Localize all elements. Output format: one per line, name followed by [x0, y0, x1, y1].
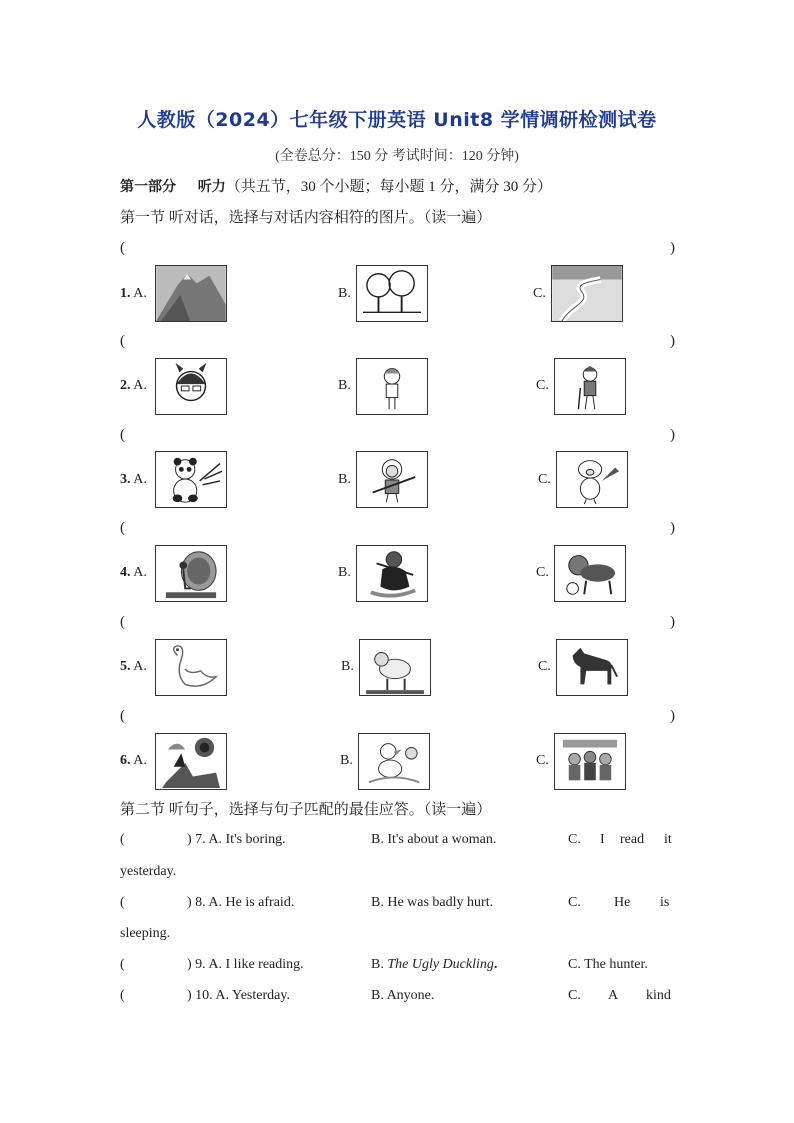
- boy-picture: [357, 359, 427, 414]
- horse-picture: [557, 640, 627, 695]
- option-image[interactable]: [155, 639, 227, 696]
- paren-right: ): [670, 614, 675, 630]
- paren-left: (: [120, 614, 125, 630]
- option-label-c: C.: [533, 286, 546, 301]
- question-number: ) 9. A. I like reading.: [187, 957, 304, 972]
- old-man-picture: [555, 359, 625, 414]
- option-image[interactable]: [554, 733, 626, 790]
- page-title: 人教版（2024）七年级下册英语 Unit8 学情调研检测试卷: [137, 109, 657, 131]
- king-clothes-picture: [555, 734, 625, 789]
- question-number: ) 10. A. Yesterday.: [187, 988, 290, 1003]
- question-number: ) 7. A. It's boring.: [187, 832, 286, 847]
- river-path-picture: [552, 266, 622, 321]
- option-label-c: C.: [536, 378, 549, 393]
- option-label-c: C.: [538, 659, 551, 674]
- fox-crow-picture: [156, 734, 226, 789]
- option-c-word: kind: [646, 988, 671, 1003]
- part1-desc: （共五节，30 个小题；每小题 1 分，满分 30 分）: [225, 179, 553, 195]
- option-c-word: it: [664, 832, 672, 847]
- option-image[interactable]: [359, 639, 431, 696]
- question-number: ) 8. A. He is afraid.: [187, 895, 295, 910]
- question-number-label: 6. A.: [120, 753, 147, 768]
- answer-paren-open[interactable]: (: [120, 832, 125, 847]
- paren-right: ): [670, 708, 675, 724]
- panda-picture: [156, 452, 226, 507]
- option-image[interactable]: [155, 358, 227, 415]
- paren-right: ): [670, 333, 675, 349]
- peacock-picture: [156, 546, 226, 601]
- page-subtitle: (全卷总分：150 分 考试时间：120 分钟): [275, 149, 519, 164]
- option-c-word: A: [608, 988, 619, 1003]
- option-c-word: C.: [568, 988, 581, 1003]
- option-image[interactable]: [358, 733, 430, 790]
- option-image[interactable]: [356, 545, 428, 602]
- option-image[interactable]: [554, 545, 626, 602]
- option-label-b: B.: [338, 565, 351, 580]
- option-image[interactable]: [155, 545, 227, 602]
- option-label-b: B.: [338, 378, 351, 393]
- option-c-word: C.: [568, 895, 581, 910]
- duckling-picture: [359, 734, 429, 789]
- option-label-b: B.: [340, 753, 353, 768]
- answer-paren-open[interactable]: (: [120, 895, 125, 910]
- trees-picture: [357, 266, 427, 321]
- option-b: B. The Ugly Duckling.: [371, 957, 498, 972]
- part1-label: 第一部分: [120, 179, 176, 195]
- option-label-c: C.: [538, 472, 551, 487]
- option-image[interactable]: [554, 358, 626, 415]
- option-c-word: C.: [568, 832, 581, 847]
- option-label-c: C.: [536, 565, 549, 580]
- option-c-word: He: [614, 895, 631, 910]
- paren-left: (: [120, 520, 125, 536]
- option-c: C. The hunter.: [568, 957, 648, 972]
- monkey-picture: [357, 452, 427, 507]
- option-c-continuation: sleeping.: [120, 926, 171, 941]
- question-number-label: 5. A.: [120, 659, 147, 674]
- option-image[interactable]: [356, 358, 428, 415]
- option-image[interactable]: [356, 451, 428, 508]
- option-label-b: B.: [338, 286, 351, 301]
- option-image[interactable]: [556, 451, 628, 508]
- option-image[interactable]: [155, 451, 227, 508]
- section1-heading: 第一节 听对话，选择与对话内容相符的图片。（读一遍）: [120, 210, 492, 226]
- option-image[interactable]: [155, 265, 227, 322]
- question-number-label: 3. A.: [120, 472, 147, 487]
- option-label-c: C.: [536, 753, 549, 768]
- option-b: B. Anyone.: [371, 988, 435, 1003]
- paren-right: ): [670, 427, 675, 443]
- paren-right: ): [670, 240, 675, 256]
- option-b: B. It's about a woman.: [371, 832, 497, 847]
- paren-right: ): [670, 520, 675, 536]
- lion-picture: [555, 546, 625, 601]
- part1-name: 听力: [197, 179, 226, 195]
- section2-heading: 第二节 听句子，选择与句子匹配的最佳应答。（读一遍）: [120, 802, 492, 818]
- option-c-word: read: [620, 832, 645, 847]
- answer-paren-open[interactable]: (: [120, 957, 125, 972]
- option-image[interactable]: [155, 733, 227, 790]
- option-image[interactable]: [356, 265, 428, 322]
- girl-picture: [156, 359, 226, 414]
- answer-paren-open[interactable]: (: [120, 988, 125, 1003]
- paren-left: (: [120, 708, 125, 724]
- monkey-king-picture: [357, 546, 427, 601]
- mountain-picture: [156, 266, 226, 321]
- option-image[interactable]: [556, 639, 628, 696]
- option-label-b: B.: [341, 659, 354, 674]
- option-image[interactable]: [551, 265, 623, 322]
- option-c-word: is: [660, 895, 670, 910]
- question-number-label: 4. A.: [120, 565, 147, 580]
- paren-left: (: [120, 427, 125, 443]
- option-label-b: B.: [338, 472, 351, 487]
- sheep-picture: [360, 640, 430, 695]
- question-number-label: 1. A.: [120, 286, 147, 301]
- part1-heading: [120, 175, 552, 196]
- pig-picture: [557, 452, 627, 507]
- paren-left: (: [120, 240, 125, 256]
- swan-picture: [156, 640, 226, 695]
- question-number-label: 2. A.: [120, 378, 147, 393]
- paren-left: (: [120, 333, 125, 349]
- option-c-continuation: yesterday.: [120, 864, 177, 879]
- option-b: B. He was badly hurt.: [371, 895, 494, 910]
- option-c-word: I: [600, 832, 605, 847]
